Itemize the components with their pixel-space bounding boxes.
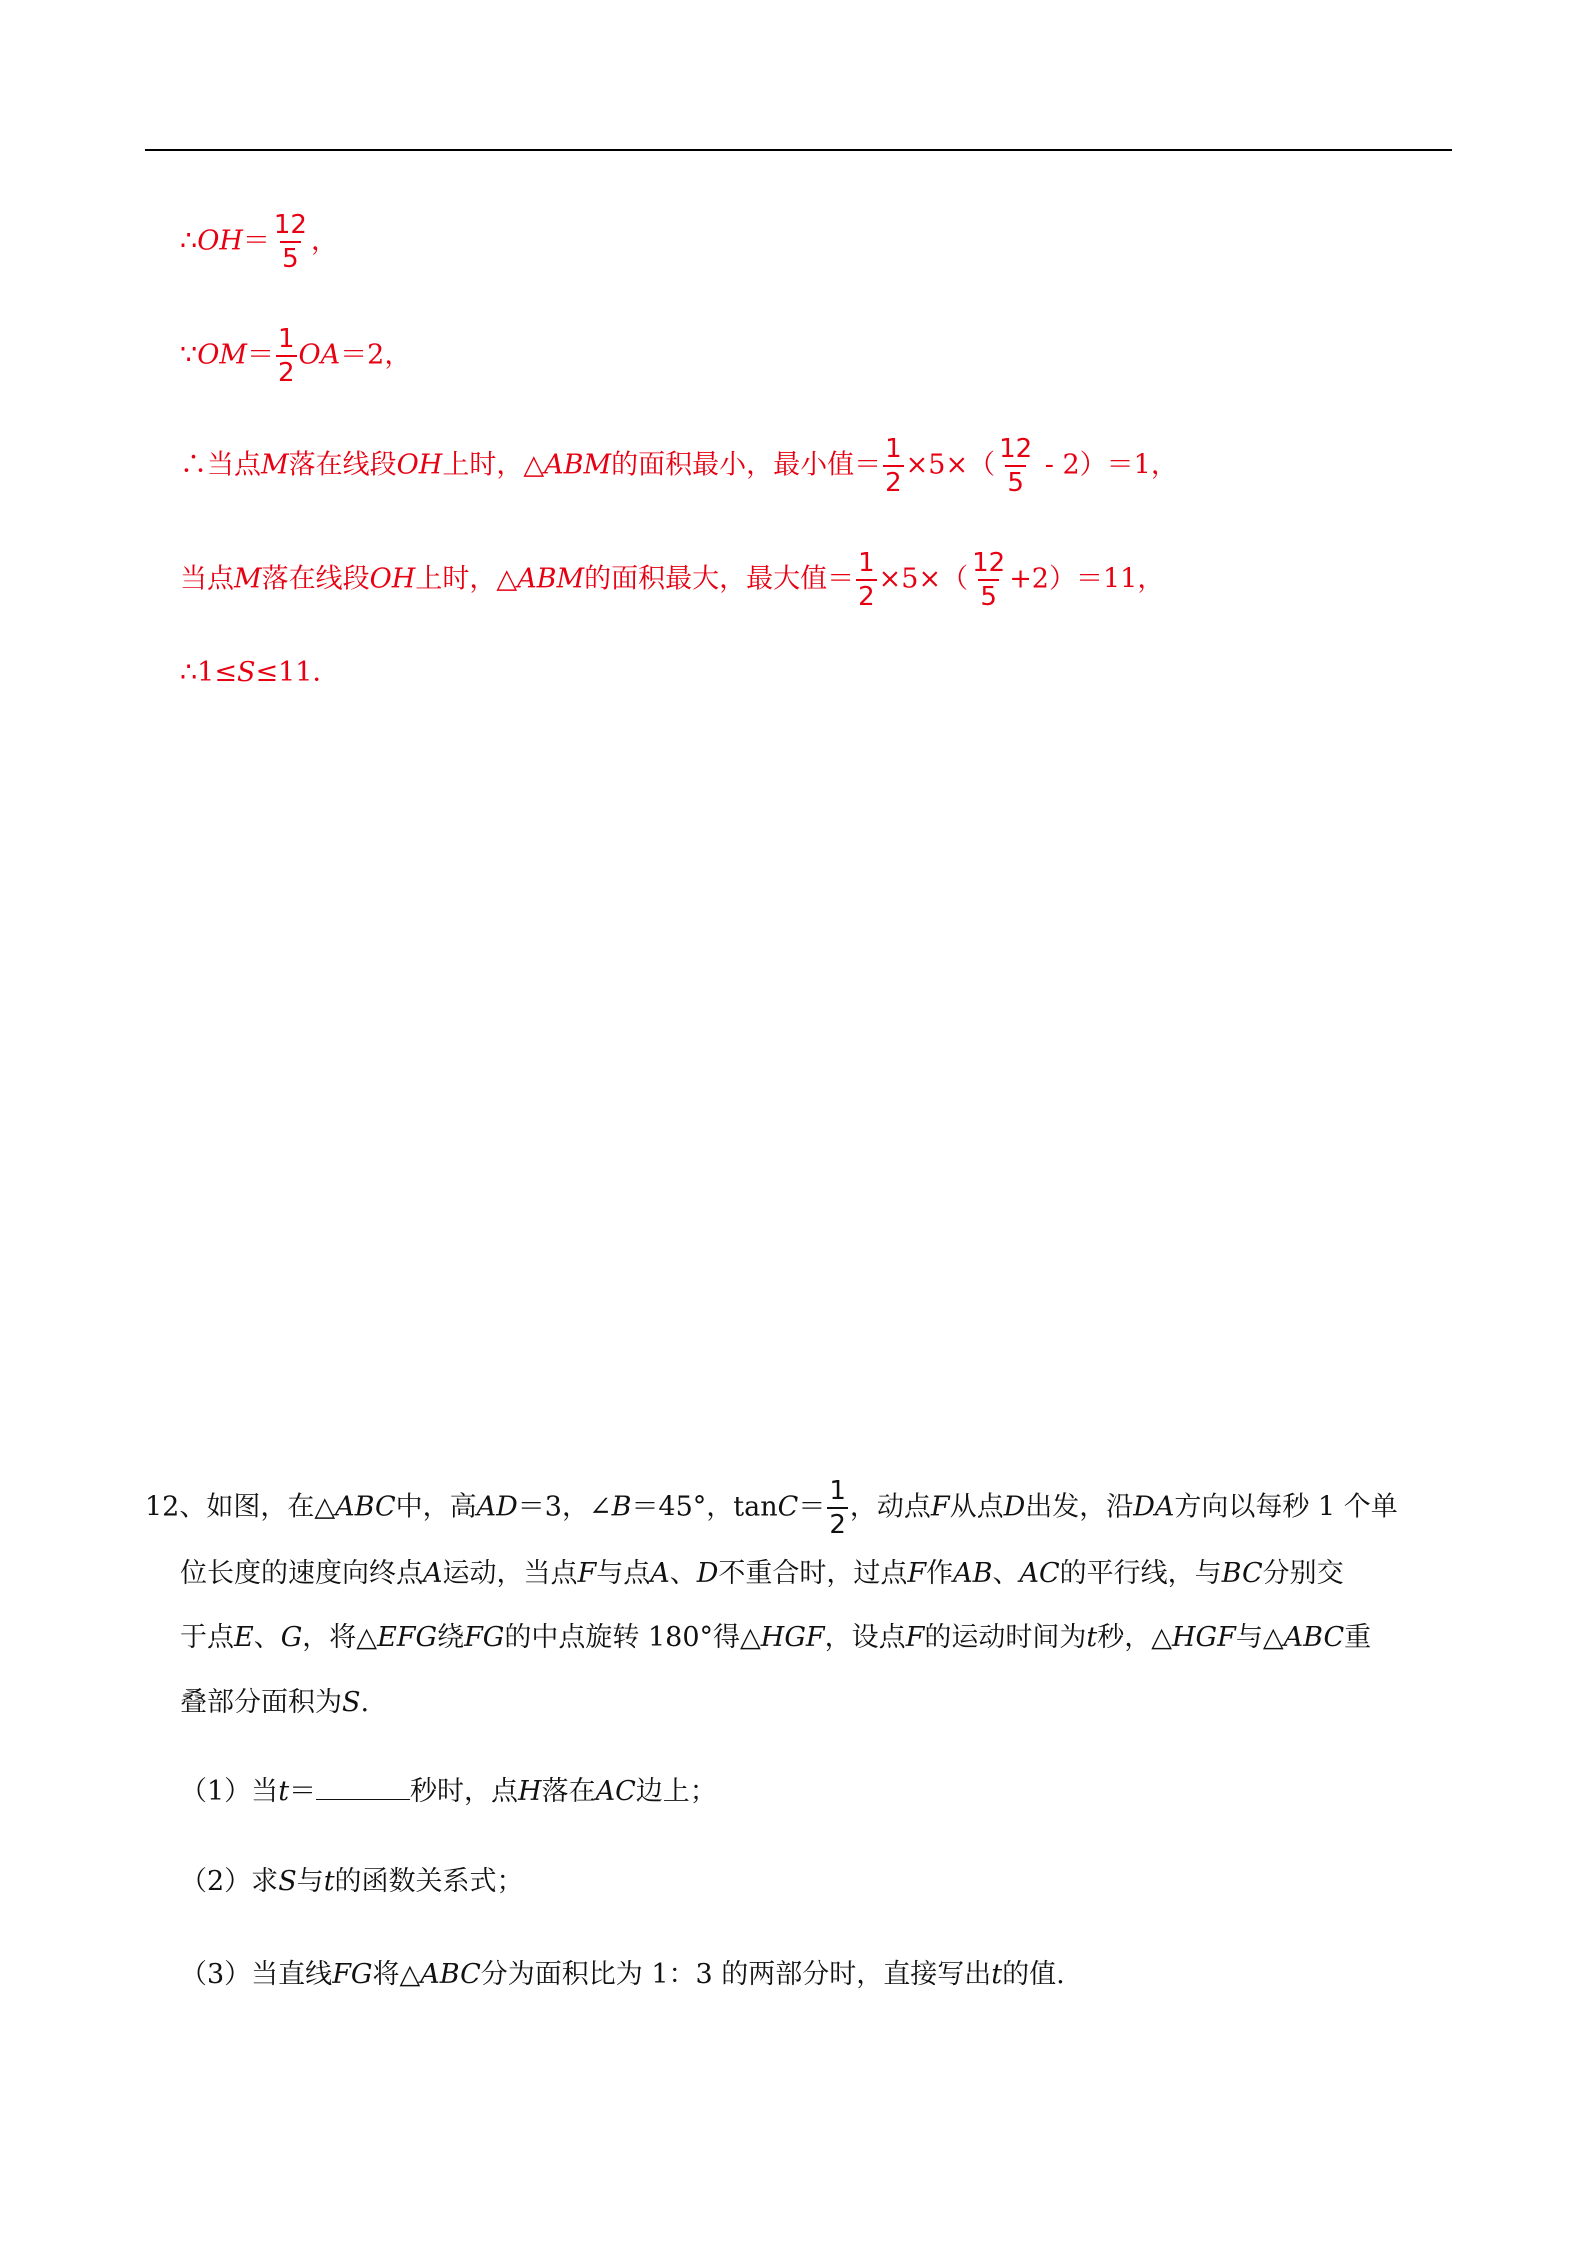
fraction: $\frac{12}{5}$: [273, 210, 307, 274]
problem-12-line-4: 叠部分面积为S.: [180, 1687, 370, 1718]
solution-line-3: ∴当点M落在线段OH上时，△ABM的面积最小，最小值＝ $\frac{1}{2}$ ×5×（ $\frac{12}{5}$ - 2）＝1，: [180, 434, 1178, 498]
fraction: $\frac{1}{2}$: [885, 434, 902, 498]
problem-12-line-2: 位长度的速度向终点A运动，当点F与点A、D不重合时，过点F作AB、AC的平行线，与BC分别交: [180, 1558, 1344, 1589]
solution-line-5: ∴1≤S≤11．: [180, 657, 340, 688]
solution-line-1: ∴OH＝ $\frac{12}{5}$ ，: [180, 210, 338, 274]
problem-12-line-3: 于点E、G，将△EFG绕FG的中点旋转 180°得△HGF，设点F的运动时间为t秒，△HGF与△ABC重: [180, 1622, 1372, 1653]
header-rule: [145, 149, 1452, 151]
sub-question-3: （3）当直线FG将△ABC分为面积比为 1：3 的两部分时，直接写出t的值.: [180, 1959, 1065, 1990]
fraction: $\frac{1}{2}$: [858, 548, 875, 612]
solution-line-4: 当点M落在线段OH上时，△ABM的面积最大，最大值＝ $\frac{1}{2}$ ×5×（ $\frac{12}{5}$ +2）＝11，: [180, 548, 1165, 612]
fraction: $\frac{12}{5}$: [972, 548, 1006, 612]
fraction: $\frac{1}{2}$: [829, 1476, 846, 1540]
solution-line-2: ∵OM＝ $\frac{1}{2}$ OA＝2，: [180, 324, 412, 388]
problem-12-line-1: 12、如图，在△ABC中，高AD＝3，∠B＝45°，tanC＝ $\frac{1}{2}$ ，动点F从点D出发，沿DA方向以每秒 1 个单: [145, 1476, 1398, 1540]
sub-question-2: （2）求S与t的函数关系式；: [180, 1866, 524, 1897]
fraction: $\frac{1}{2}$: [277, 324, 295, 388]
answer-blank[interactable]: [316, 1775, 410, 1800]
fraction: $\frac{12}{5}$: [999, 434, 1033, 498]
sub-question-1: （1）当t＝ 秒时，点H落在AC边上；: [180, 1776, 717, 1807]
